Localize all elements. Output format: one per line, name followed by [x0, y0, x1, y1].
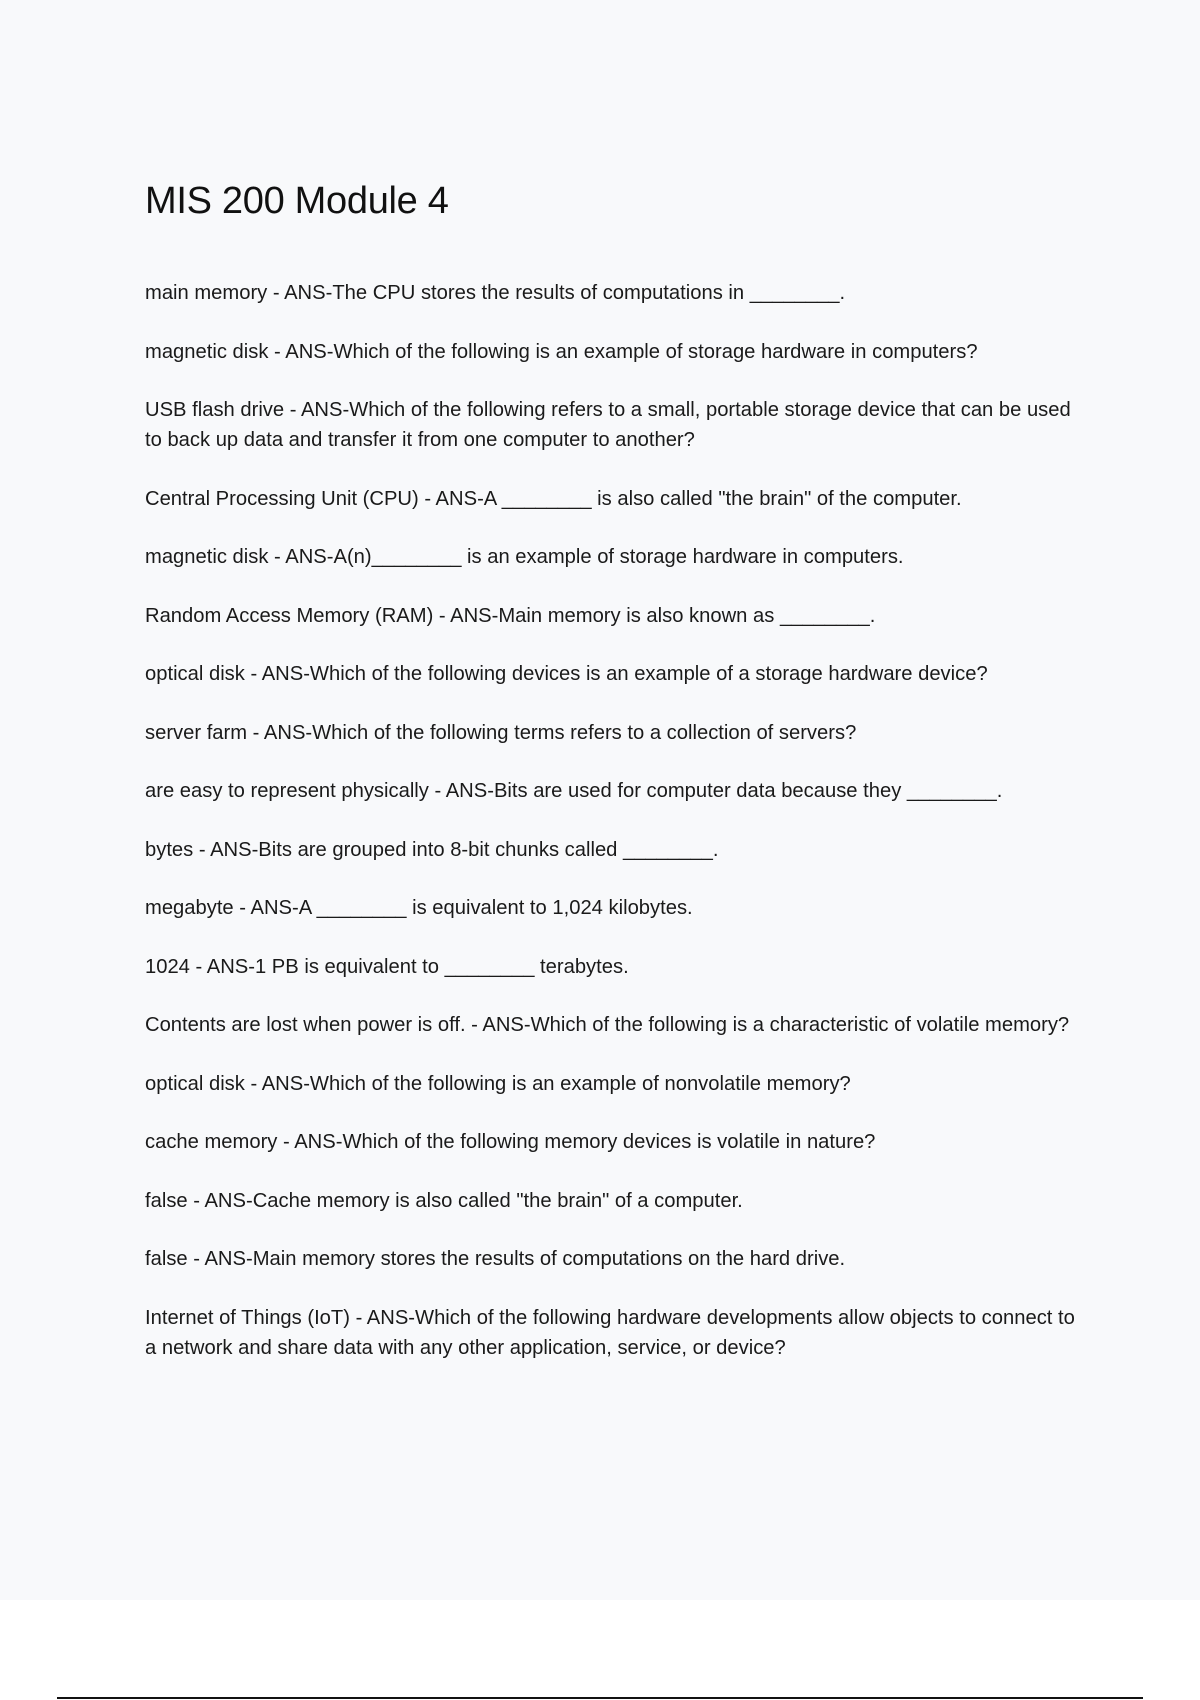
qa-item: Internet of Things (IoT) - ANS-Which of the following hardware developments allow objects to connect to a network and share data with any other application, service, or device?: [145, 1306, 1075, 1359]
qa-item: optical disk - ANS-Which of the following is an example of nonvolatile memory?: [145, 1072, 851, 1095]
qa-item: 1024 - ANS-1 PB is equivalent to ________ terabytes.: [145, 955, 629, 978]
qa-item: Contents are lost when power is off. - ANS-Which of the following is a characteristic of volatile memory?: [145, 1014, 1070, 1036]
qa-item: cache memory - ANS-Which of the following memory devices is volatile in nature?: [145, 1131, 876, 1153]
qa-item: optical disk - ANS-Which of the following devices is an example of a storage hardware device?: [145, 663, 988, 685]
qa-item: megabyte - ANS-A ________ is equivalent to 1,024 kilobytes.: [145, 897, 693, 919]
qa-item: main memory - ANS-The CPU stores the results of computations in ________.: [145, 282, 846, 304]
qa-item: false - ANS-Cache memory is also called "the brain" of a computer.: [145, 1189, 743, 1212]
qa-item: false - ANS-Main memory stores the results of computations on the hard drive.: [145, 1248, 846, 1270]
qa-item: server farm - ANS-Which of the following terms refers to a collection of servers?: [145, 721, 857, 744]
qa-item: magnetic disk - ANS-Which of the following is an example of storage hardware in computers?: [145, 340, 978, 363]
qa-item: Central Processing Unit (CPU) - ANS-A ________ is also called "the brain" of the computer.: [145, 487, 962, 510]
qa-list: [145, 278, 1085, 1391]
qa-item: Random Access Memory (RAM) - ANS-Main memory is also known as ________.: [145, 604, 876, 627]
qa-item: magnetic disk - ANS-A(n)________ is an example of storage hardware in computers.: [145, 546, 904, 568]
qa-item: USB flash drive - ANS-Which of the following refers to a small, portable storage device that can be used to back up data and transfer it from one computer to another?: [145, 399, 1071, 451]
page-divider: [57, 1697, 1143, 1699]
qa-item: bytes - ANS-Bits are grouped into 8-bit chunks called ________.: [145, 838, 719, 861]
qa-item: are easy to represent physically - ANS-Bits are used for computer data because they ________.: [145, 780, 1003, 802]
page-title: MIS 200 Module 4: [145, 180, 449, 222]
